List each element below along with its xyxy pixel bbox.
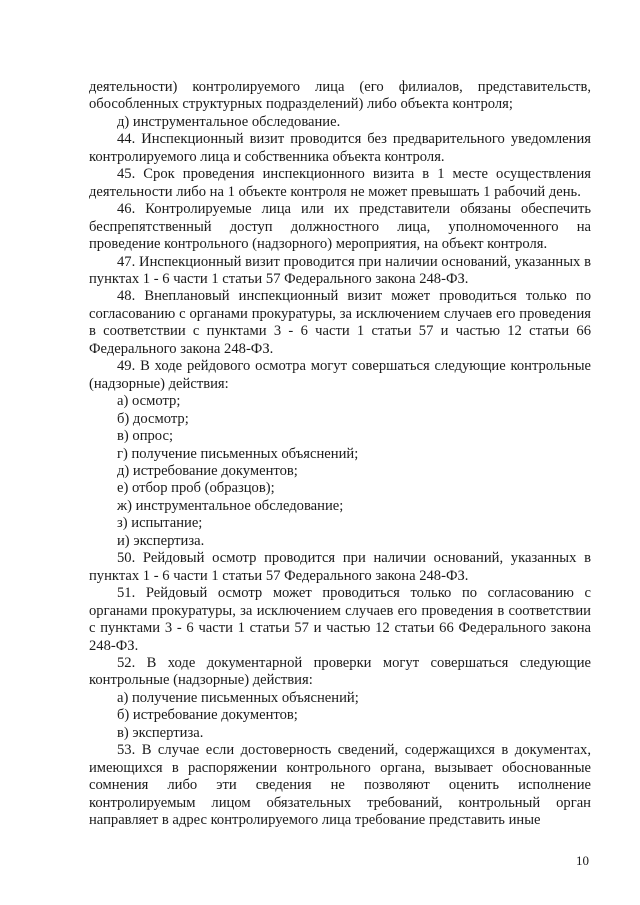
list-item: а) получение письменных объяснений; bbox=[117, 689, 359, 706]
list-item: а) осмотр; bbox=[117, 393, 181, 410]
paragraph-51: 51. Рейдовый осмотр может проводиться только по согласованию с органами прокуратуры, за исключением случаев его проведения в соответствии с пунктами 3 - 6 части 1 статьи 57 и частью 12 статьи 66 Федерального закона 248-ФЗ. bbox=[89, 585, 591, 654]
list-item: д) истребование документов; bbox=[117, 462, 298, 479]
paragraph-50: 50. Рейдовый осмотр проводится при наличии оснований, указанных в пунктах 1 - 6 части 1 статьи 57 Федерального закона 248-ФЗ. bbox=[89, 550, 591, 584]
list-item: д) инструментальное обследование. bbox=[117, 113, 341, 130]
list-item: г) получение письменных объяснений; bbox=[117, 445, 359, 462]
paragraph-48: 48. Внеплановый инспекционный визит может проводиться только по согласованию с органами прокуратуры, за исключением случаев его проведения в соответствии с пунктами 3 - 6 части 1 статьи 57 и частью 12 статьи 66 Федерального закона 248-ФЗ. bbox=[89, 288, 591, 357]
paragraph-49: 49. В ходе рейдового осмотра могут совершаться следующие контрольные (надзорные) действия: bbox=[89, 358, 591, 392]
list-item: б) истребование документов; bbox=[117, 707, 298, 724]
list-item: е) отбор проб (образцов); bbox=[117, 480, 275, 497]
list-item: ж) инструментальное обследование; bbox=[117, 497, 344, 514]
paragraph-46: 46. Контролируемые лица или их представители обязаны обеспечить беспрепятственный доступ должностного лица, уполномоченного на проведение контрольного (надзорного) мероприятия, на объект контроля. bbox=[89, 201, 591, 253]
paragraph-52: 52. В ходе документарной проверки могут совершаться следующие контрольные (надзорные) действия: bbox=[89, 654, 591, 689]
list-item: в) экспертиза. bbox=[117, 724, 204, 741]
list-item: б) досмотр; bbox=[117, 410, 189, 427]
paragraph-47: 47. Инспекционный визит проводится при наличии оснований, указанных в пунктах 1 - 6 части 1 статьи 57 Федерального закона 248-ФЗ. bbox=[89, 253, 591, 287]
document-body bbox=[89, 79, 591, 829]
paragraph-continuation: деятельности) контролируемого лица (его филиалов, представительств, обособленных структурных подразделений) либо объекта контроля; bbox=[89, 79, 591, 113]
paragraph-44: 44. Инспекционный визит проводится без предварительного уведомления контролируемого лица и собственника объекта контроля. bbox=[89, 131, 591, 165]
list-item: в) опрос; bbox=[117, 428, 173, 445]
paragraph-53: 53. В случае если достоверность сведений, содержащихся в документах, имеющихся в распоряжении контрольного органа, вызывает обоснованные сомнения либо эти сведения не позволяют оценить исполнение контролируемым лицом обязательных требований, контрольный орган направляет в адрес контролируемого лица требование представить иные bbox=[89, 742, 591, 829]
page-number: 10 bbox=[576, 853, 589, 868]
list-item: и) экспертиза. bbox=[117, 532, 205, 549]
paragraph-45: 45. Срок проведения инспекционного визита в 1 месте осуществления деятельности либо на 1 объекте контроля не может превышать 1 рабочий день. bbox=[89, 166, 591, 200]
list-item: з) испытание; bbox=[117, 515, 203, 532]
